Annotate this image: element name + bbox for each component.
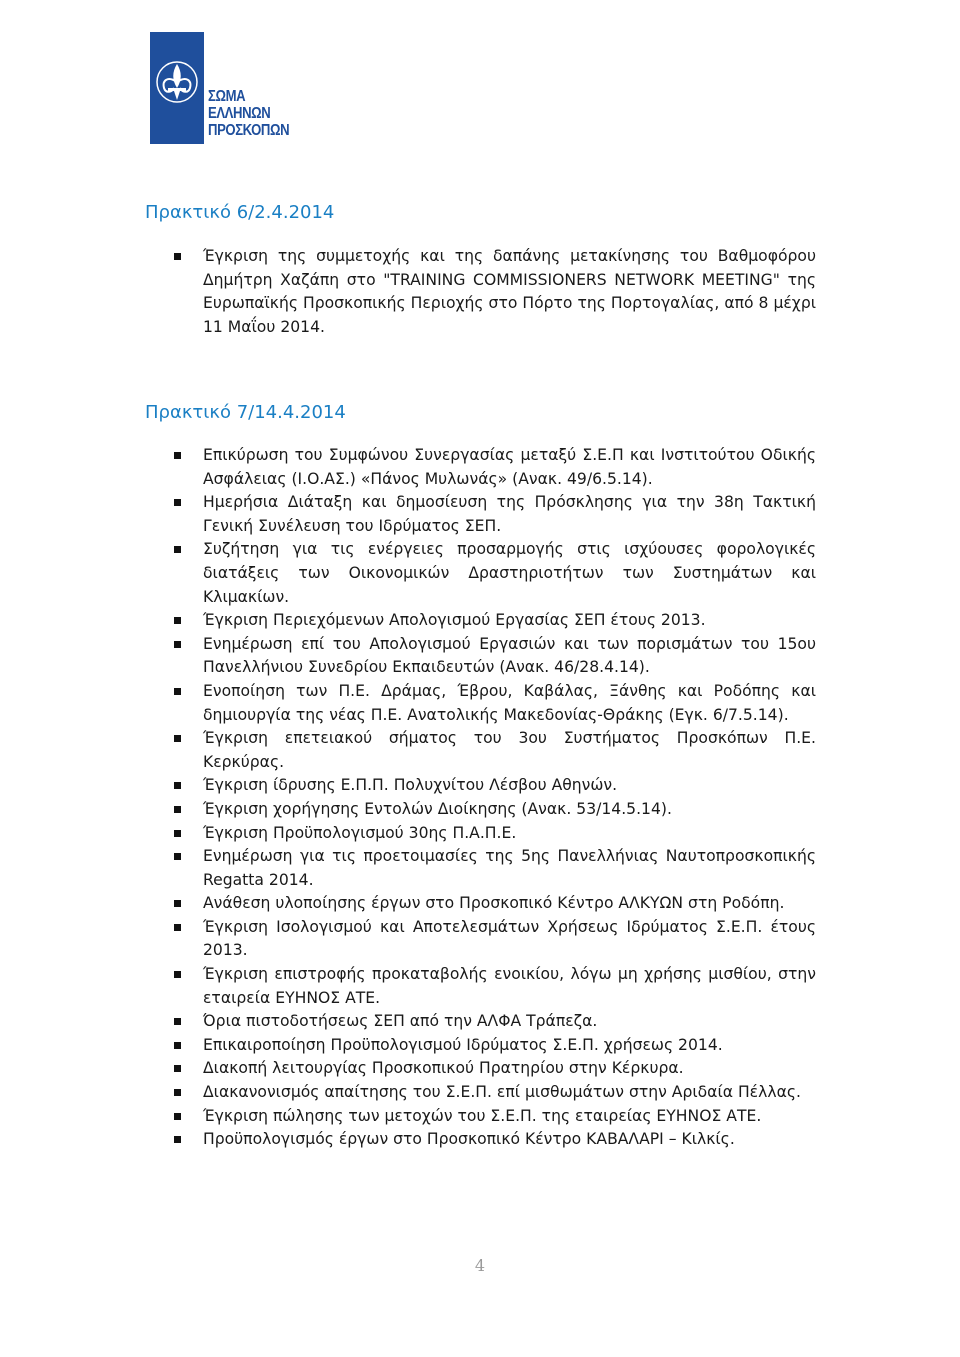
list-item xyxy=(174,822,816,846)
list-item-text: Έγκριση ίδρυσης Ε.Π.Π. Πολυχνίτου Λέσβου Αθηνών. xyxy=(203,776,618,795)
list-item-text: Προϋπολογισμός έργων στο Προσκοπικό Κέντρο ΚΑΒΑΛΑΡΙ – Κιλκίς. xyxy=(203,1130,735,1149)
list-item-text: Επικαιροποίηση Προϋπολογισμού Ιδρύματος Σ.Ε.Π. χρήσεως 2014. xyxy=(203,1035,723,1054)
list-item-text: Ημερήσια Διάταξη και δημοσίευση της Πρόσκλησης για την 38η Τακτική Γενική Συνέλευση του Ιδρύματος ΣΕΠ. xyxy=(203,493,816,535)
list-item xyxy=(174,1081,816,1105)
item-list xyxy=(174,444,816,1152)
bullet-icon xyxy=(174,617,181,624)
logo-line: ΕΛΛΗΝΩΝ xyxy=(208,105,271,122)
list-item-text: Έγκριση Περιεχόμενων Απολογισμού Εργασίας ΣΕΠ έτους 2013. xyxy=(203,611,706,630)
bullet-icon xyxy=(174,900,181,907)
list-item xyxy=(174,609,816,633)
bullet-icon xyxy=(174,688,181,695)
bullet-icon xyxy=(174,971,181,978)
list-item-text: Όρια πιστοδοτήσεως ΣΕΠ από την ΑΛΦΑ Τράπεζα. xyxy=(203,1012,598,1031)
list-item-text: Ανάθεση υλοποίησης έργων στο Προσκοπικό Κέντρο ΑΛΚΥΩΝ στη Ροδόπη. xyxy=(203,894,785,913)
logo-line: ΣΩΜΑ xyxy=(208,88,246,105)
bullet-icon xyxy=(174,806,181,813)
list-item-text: Ενοποίηση των Π.Ε. Δράμας, Έβρου, Καβάλας, Ξάνθης και Ροδόπης και δημιουργία της νέας Π.Ε. Ανατολικής Μακεδονίας-Θράκης (Εγκ. 6/7.5.14). xyxy=(203,681,816,724)
bullet-icon xyxy=(174,499,181,506)
list-item xyxy=(174,538,816,609)
list-item xyxy=(174,1034,816,1058)
list-item-text: Έγκριση Ισολογισμού και Αποτελεσμάτων Χρήσεως Ιδρύματος Σ.Ε.Π. έτους 2013. xyxy=(203,917,816,960)
list-item xyxy=(174,245,816,339)
logo-wordmark xyxy=(208,88,289,139)
list-item-text: Έγκριση επετειακού σήματος του 3ου Συστήματος Προσκόπων Π.Ε. Κερκύρας. xyxy=(203,729,816,771)
organization-logo xyxy=(150,32,298,144)
section-heading: Πρακτικό 7/14.4.2014 xyxy=(145,402,346,423)
list-item xyxy=(174,680,816,727)
bullet-icon xyxy=(174,546,181,553)
list-item-text: Έγκριση της συμμετοχής και της δαπάνης μετακίνησης του Βαθμοφόρου Δημήτρη Χαζάπη στο "TRAINING COMMISSIONERS NETWORK MEETING" της Ευρωπαϊκής Προσκοπικής Περιοχής στο Πόρτο της Πορτογαλίας, από 8 μέχρι 11 Μαΐου 2014. xyxy=(203,247,816,336)
bullet-icon xyxy=(174,735,181,742)
bullet-icon xyxy=(174,1089,181,1096)
list-item-text: Έγκριση χορήγησης Εντολών Διοίκησης (Ανακ. 53/14.5.14). xyxy=(203,799,672,818)
list-item xyxy=(174,633,816,680)
list-item xyxy=(174,1057,816,1081)
list-item xyxy=(174,845,816,892)
list-item-text: Έγκριση Προϋπολογισμού 30ης Π.Α.Π.Ε. xyxy=(203,823,517,842)
list-item xyxy=(174,444,816,491)
bullet-icon xyxy=(174,1042,181,1049)
bullet-icon xyxy=(174,782,181,789)
fleur-de-lis-emblem-icon xyxy=(150,32,204,144)
list-item xyxy=(174,1010,816,1034)
list-item xyxy=(174,1128,816,1152)
bullet-icon xyxy=(174,1113,181,1120)
list-item-text: Έγκριση επιστροφής προκαταβολής ενοικίου, λόγω μη χρήσης μισθίου, στην εταιρεία ΕΥΗΝΟΣ ΑΤΕ. xyxy=(203,965,816,1007)
list-item xyxy=(174,774,816,798)
bullet-icon xyxy=(174,830,181,837)
bullet-icon xyxy=(174,641,181,648)
list-item xyxy=(174,963,816,1010)
list-item-text: Διακανονισμός απαίτησης του Σ.Ε.Π. επί μισθωμάτων στην Αριδαία Πέλλας. xyxy=(203,1083,801,1102)
list-item-text: Διακοπή λειτουργίας Προσκοπικού Πρατηρίου στην Κέρκυρα. xyxy=(203,1059,684,1078)
bullet-icon xyxy=(174,924,181,931)
bullet-icon xyxy=(174,1065,181,1072)
list-item-text: Ενημέρωση επί του Απολογισμού Εργασιών και των πορισμάτων του 15ου Πανελλήνιου Συνεδρίου Εκπαιδευτών (Ανακ. 46/28.4.14). xyxy=(203,634,816,677)
list-item xyxy=(174,892,816,916)
list-item xyxy=(174,798,816,822)
bullet-icon xyxy=(174,1018,181,1025)
section-heading: Πρακτικό 6/2.4.2014 xyxy=(145,202,335,223)
list-item xyxy=(174,491,816,538)
page-number: 4 xyxy=(474,1256,486,1275)
list-item xyxy=(174,1105,816,1129)
list-item-text: Συζήτηση για τις ενέργειες προσαρμογής στις ισχύουσες φορολογικές διατάξεις των Οικονομικών Δραστηριοτήτων των Συστημάτων και Κλιμακίων. xyxy=(203,540,816,606)
bullet-icon xyxy=(174,1136,181,1143)
list-item-text: Έγκριση πώλησης των μετοχών του Σ.Ε.Π. της εταιρείας ΕΥΗΝΟΣ ΑΤΕ. xyxy=(203,1106,762,1125)
list-item xyxy=(174,727,816,774)
list-item xyxy=(174,916,816,963)
bullet-icon xyxy=(174,253,181,260)
bullet-icon xyxy=(174,452,181,459)
logo-line: ΠΡΟΣΚΟΠΩΝ xyxy=(208,122,290,139)
list-item-text: Ενημέρωση για τις προετοιμασίες της 5ης Πανελλήνιας Ναυτοπροσκοπικής Regatta 2014. xyxy=(203,847,816,889)
list-item-text: Επικύρωση του Συμφώνου Συνεργασίας μεταξύ Σ.Ε.Π και Ινστιτούτου Οδικής Ασφάλειας (Ι.Ο.ΑΣ.) «Πάνος Μυλωνάς» (Ανακ. 49/6.5.14). xyxy=(203,446,816,488)
bullet-icon xyxy=(174,853,181,860)
item-list xyxy=(174,245,816,339)
